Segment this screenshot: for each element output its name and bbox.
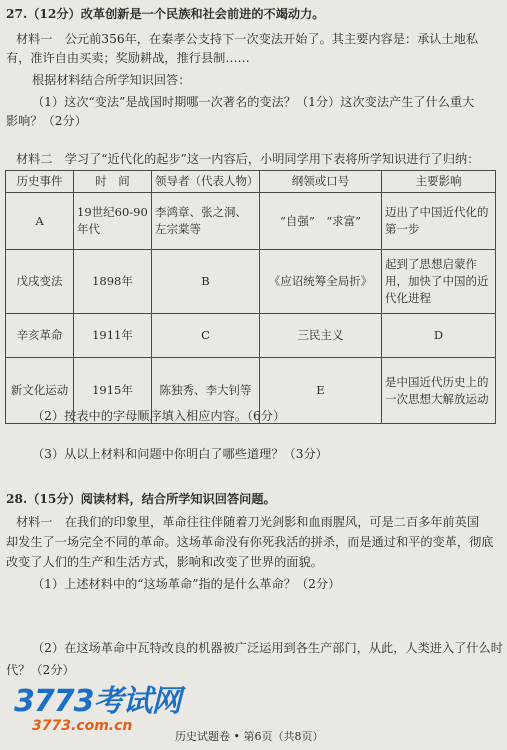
q27-sub2: （2）按表中的字母顺序填入相应内容。（6分）	[32, 409, 286, 423]
q28-sub1: （1）上述材料中的“这场革命”指的是什么革命？（2分）	[32, 577, 341, 591]
q27-material2-intro: 材料二 学习了“近代化的起步”这一内容后，小明同学用下表将所学知识进行了归纳：	[16, 152, 480, 166]
table-cell: 李鸿章、张之洞、左宗棠等	[152, 193, 260, 250]
table-header-cell: 时 间	[74, 171, 152, 193]
table-row	[6, 314, 496, 358]
table-cell: 戊戌变法	[6, 250, 74, 314]
table-cell: 辛亥革命	[6, 314, 74, 358]
q28-material1-line1: 材料一 在我们的印象里，革命往往伴随着刀光剑影和血雨腥风，可是二百多年前英国	[16, 515, 480, 529]
q27-sub1-line1: （1）这次“变法”是战国时期哪一次著名的变法？（1分）这次变法产生了什么重大	[32, 95, 475, 109]
table-cell: 起到了思想启蒙作用，加快了中国的近代化进程	[382, 250, 496, 314]
site-watermark	[14, 686, 181, 734]
table-cell: 《应诏统筹全局折》	[260, 250, 382, 314]
q27-sub1-line2: 影响？（2分）	[6, 114, 87, 128]
table-cell: 陈独秀、李大钊等	[152, 358, 260, 424]
watermark-logo: 3773考试网	[14, 684, 181, 719]
table-cell: “自强” “求富”	[260, 193, 382, 250]
table-row	[6, 250, 496, 314]
table-cell: D	[382, 314, 496, 358]
q27-header: 27.（12分）改革创新是一个民族和社会前进的不竭动力。	[6, 7, 325, 21]
page-footer: 历史试题卷 • 第6页（共8页）	[175, 730, 324, 743]
q28-material1-line2: 却发生了一场完全不同的革命。这场革命没有你死我活的拼杀，而是通过和平的变革，彻底	[6, 535, 494, 549]
table-cell: 迈出了中国近代化的第一步	[382, 193, 496, 250]
table-header-cell: 领导者（代表人物）	[152, 171, 260, 193]
table-header-cell: 历史事件	[6, 171, 74, 193]
table-cell: 1911年	[74, 314, 152, 358]
table-cell: 三民主义	[260, 314, 382, 358]
history-summary-table	[5, 170, 496, 424]
q27-instruction: 根据材料结合所学知识回答：	[32, 73, 191, 87]
table-cell: 是中国近代历史上的一次思想大解放运动	[382, 358, 496, 424]
table-cell: A	[6, 193, 74, 250]
table-header-row	[6, 171, 496, 193]
q28-material1-line3: 改变了人们的生产和生活方式，影响和改变了世界的面貌。	[6, 555, 323, 569]
table-cell: C	[152, 314, 260, 358]
q27-material1-line2: 有，准许自由买卖；奖励耕战，推行县制……	[6, 51, 250, 65]
q28-sub2-line1: （2）在这场革命中瓦特改良的机器被广泛运用到各生产部门，从此，人类进入了什么时	[32, 641, 503, 655]
q28-header: 28.（15分）阅读材料，结合所学知识回答问题。	[6, 492, 276, 506]
q27-material1-line1: 材料一 公元前356年，在秦孝公支持下一次变法开始了。其主要内容是：承认土地私	[16, 32, 479, 46]
table-row	[6, 193, 496, 250]
table-cell: E	[260, 358, 382, 424]
q28-sub2-line2: 代？（2分）	[6, 663, 75, 677]
table-cell: 1898年	[74, 250, 152, 314]
table-cell: 新文化运动	[6, 358, 74, 424]
table-cell: 1915年	[74, 358, 152, 424]
table-cell: 19世纪60-90年代	[74, 193, 152, 250]
watermark-url: 3773.com.cn	[32, 718, 133, 734]
q27-sub3: （3）从以上材料和问题中你明白了哪些道理？（3分）	[32, 447, 328, 461]
table-header-cell: 主要影响	[382, 171, 496, 193]
table-header-cell: 纲领或口号	[260, 171, 382, 193]
table-cell: B	[152, 250, 260, 314]
